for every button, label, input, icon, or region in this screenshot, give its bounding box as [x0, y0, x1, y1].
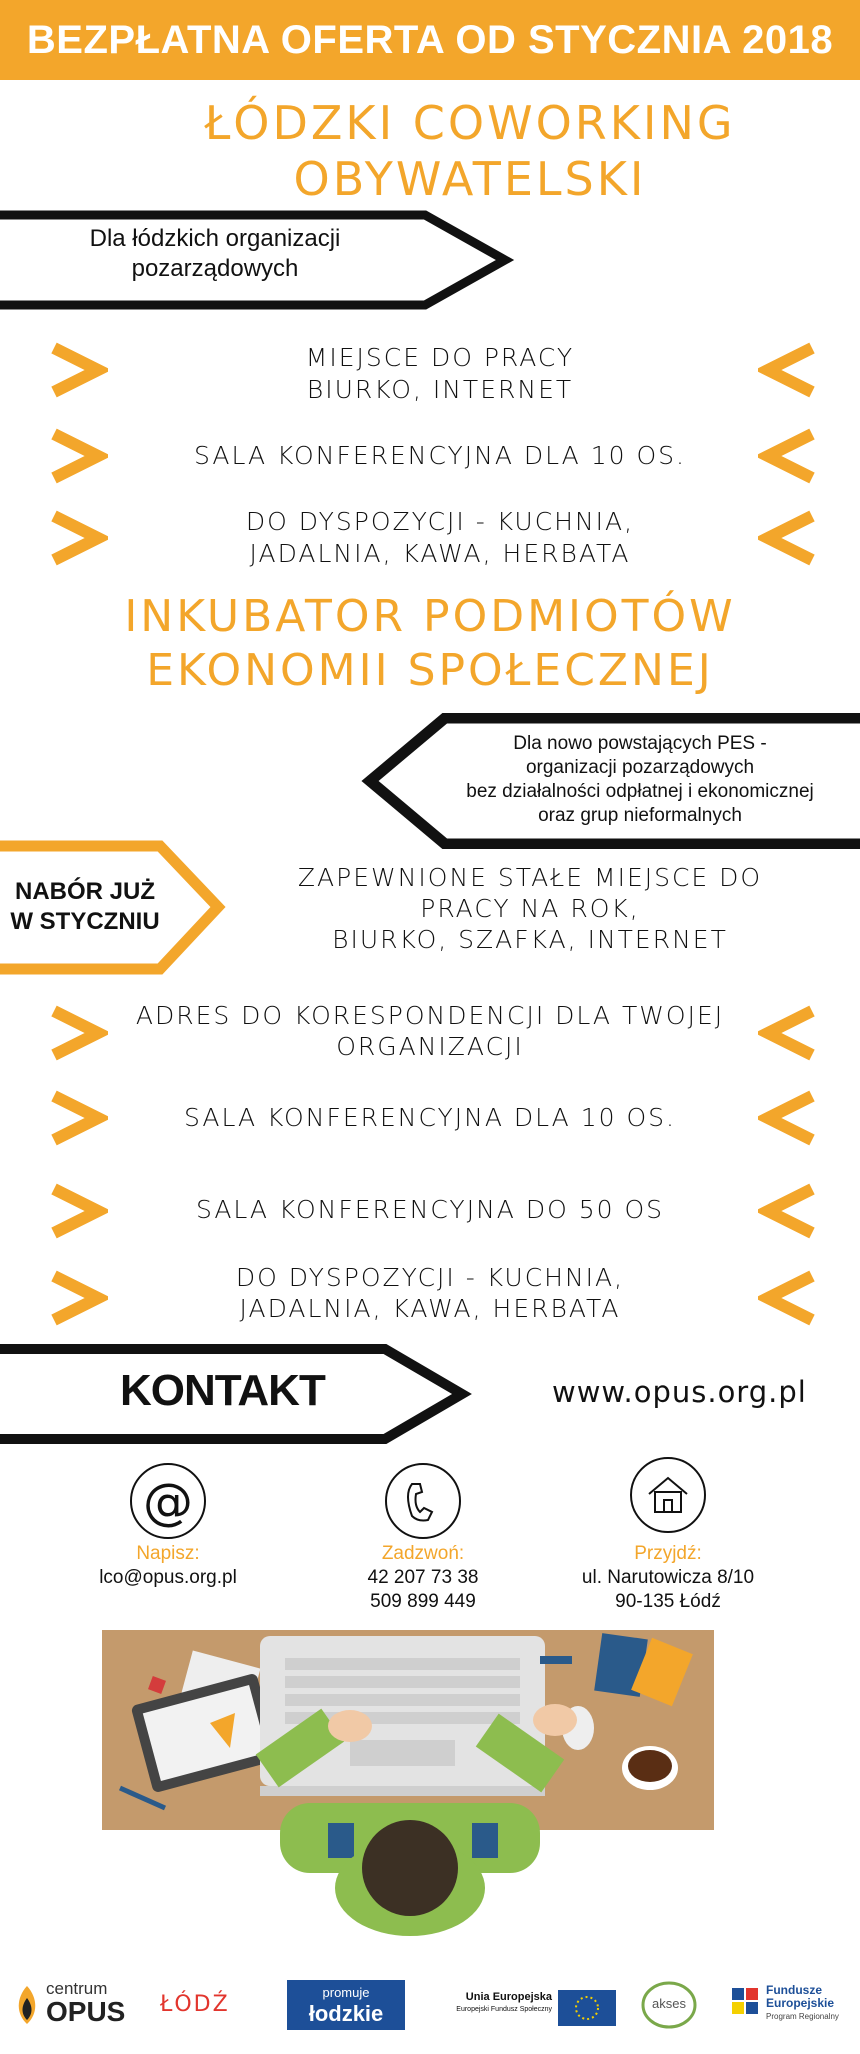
contact-heading: KONTAKT [120, 1366, 325, 1415]
offer-line: BIURKO, SZAFKA, INTERNET [332, 925, 728, 954]
item-line: SALA KONFERENCYJNA DLA 10 OS. [184, 1103, 676, 1132]
logo-centrum-opus [14, 1980, 144, 2030]
chevron-right-icon [48, 1090, 108, 1146]
coworking-audience-line1: Dla łódzkich organizacji [89, 225, 341, 252]
incubator-audience [430, 732, 850, 828]
item-line: SALA KONFERENCYJNA DLA 10 OS. [194, 441, 686, 470]
chevron-left-icon [758, 428, 818, 484]
logo-lodz: ŁÓDŹ [160, 1992, 230, 2017]
item-line: ADRES DO KORESPONDENCJI DLA TWOJEJ [135, 1001, 725, 1030]
item-line: JADALNIA, KAWA, HERBATA [239, 1294, 621, 1323]
logo-opus-text: OPUS [46, 1996, 126, 2027]
chevron-left-icon [758, 1090, 818, 1146]
ue-line1: Unia Europejska [465, 1991, 552, 2003]
recruitment-line: NABÓR JUŻ [14, 878, 155, 905]
recruitment-line: W STYCZNIU [10, 908, 160, 935]
incubator-item-kitchen [130, 1262, 730, 1324]
coworking-title-line2: OBYWATELSKI [293, 152, 647, 206]
fe-line3: Program Regionalny [766, 2012, 839, 2021]
svg-text:@: @ [143, 1473, 193, 1531]
incubator-title-line1: INKUBATOR PODMIOTÓW [124, 591, 736, 642]
promuje-line2: łodzkie [308, 2001, 384, 2026]
incubator-title-line2: EKONOMII SPOŁECZNEJ [146, 645, 714, 696]
email-label: Napisz: [136, 1543, 200, 1564]
akses-text: akses [652, 1996, 686, 2011]
recruitment-note [0, 877, 170, 937]
website-link[interactable]: www.opus.org.pl [552, 1375, 807, 1409]
desk-illustration [100, 1628, 720, 1938]
phone-label: Zadzwoń: [381, 1543, 465, 1564]
home-icon [627, 1454, 709, 1536]
coworking-audience [40, 224, 390, 284]
chevron-left-icon [758, 1005, 818, 1061]
email-value[interactable]: lco@opus.org.pl [99, 1567, 237, 1588]
email-at-icon [127, 1460, 209, 1542]
audience-line: Dla nowo powstających PES - [513, 733, 767, 754]
audience-line: organizacji pozarządowych [525, 757, 755, 778]
logo-fundusze-europejskie [730, 1984, 856, 2028]
phone-value-1[interactable]: 42 207 73 38 [367, 1567, 479, 1588]
logo-unia-europejska [440, 1990, 618, 2026]
coworking-item-workspace [140, 342, 740, 406]
item-line: BIURKO, INTERNET [306, 375, 574, 404]
incubator-item-address [100, 1000, 760, 1062]
logo-centrum-text: centrum [46, 1979, 108, 1998]
item-line: SALA KONFERENCYJNA DO 50 OS [195, 1195, 665, 1224]
item-line: ORGANIZACJI [336, 1032, 524, 1061]
contact-email [78, 1542, 258, 1590]
contact-address [558, 1542, 778, 1614]
coworking-title-line1: ŁÓDZKI COWORKING [204, 96, 736, 150]
address-line-2: 90-135 Łódź [615, 1591, 721, 1612]
chevron-right-icon [48, 1005, 108, 1061]
chevron-left-icon [758, 1183, 818, 1239]
item-line: JADALNIA, KAWA, HERBATA [249, 539, 631, 568]
item-line: DO DYSPOZYCJI - KUCHNIA, [235, 1263, 625, 1292]
phone-value-2[interactable]: 509 899 449 [370, 1591, 476, 1612]
chevron-right-icon [48, 342, 108, 398]
chevron-left-icon [758, 1270, 818, 1326]
eu-flag-icon [558, 1990, 616, 2026]
audience-line: oraz grup nieformalnych [538, 805, 742, 826]
offer-line: ZAPEWNIONE STAŁE MIEJSCE DO [297, 863, 763, 892]
ue-line2: Europejski Fundusz Społeczny [456, 2006, 552, 2013]
fe-symbol-icon [730, 1986, 760, 2016]
logo-promuje-lodzkie [287, 1980, 405, 2030]
fe-line1: Fundusze [766, 1983, 822, 1997]
incubator-item-conference-50 [130, 1194, 730, 1225]
address-line-1: ul. Narutowicza 8/10 [581, 1567, 755, 1588]
promuje-line1: promuje [322, 1985, 370, 2000]
item-line: MIEJSCE DO PRACY [305, 343, 575, 372]
incubator-title [100, 590, 760, 698]
coworking-title [0, 95, 860, 207]
item-line: DO DYSPOZYCJI - KUCHNIA, [245, 507, 635, 536]
offer-line: PRACY NA ROK, [420, 894, 640, 923]
coworking-audience-line2: pozarządowych [131, 255, 299, 282]
flame-icon [14, 1984, 40, 2026]
audience-line: bez działalności odpłatnej i ekonomicznej [466, 781, 814, 802]
chevron-left-icon [758, 510, 818, 566]
chevron-right-icon [48, 428, 108, 484]
coworking-item-conference [140, 440, 740, 472]
coworking-item-kitchen [140, 506, 740, 570]
logo-akses [637, 1980, 701, 2030]
chevron-right-icon [48, 1183, 108, 1239]
contact-phone [333, 1542, 513, 1614]
incubator-main-offer [230, 862, 830, 955]
top-banner: BEZPŁATNA OFERTA OD STYCZNIA 2018 [0, 0, 860, 80]
chevron-right-icon [48, 1270, 108, 1326]
chevron-left-icon [758, 342, 818, 398]
fe-line2: Europejskie [766, 1996, 835, 2010]
address-label: Przyjdź: [634, 1543, 702, 1564]
phone-icon [382, 1460, 464, 1542]
incubator-item-conference-10 [130, 1102, 730, 1133]
chevron-right-icon [48, 510, 108, 566]
